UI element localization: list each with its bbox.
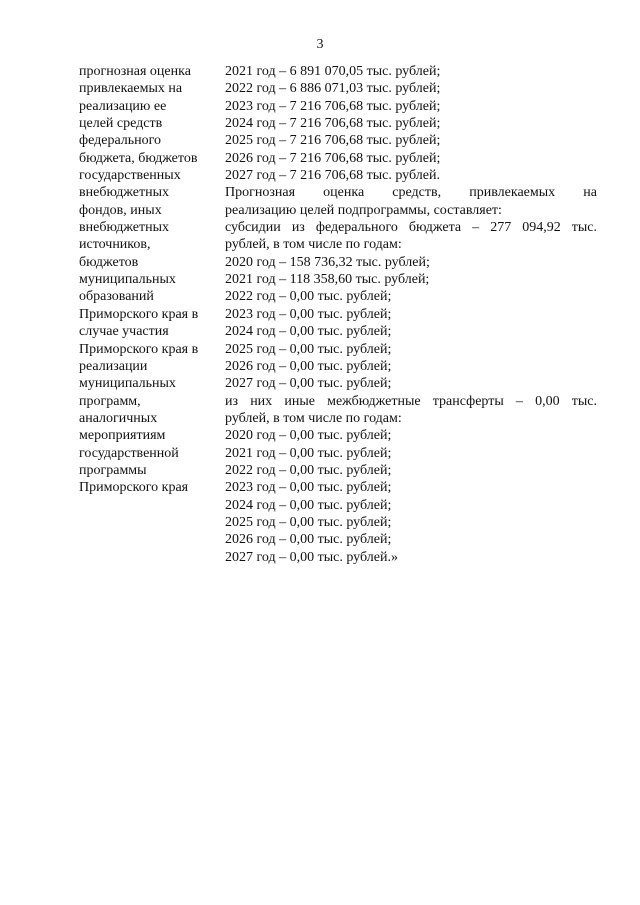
- parameter-value-line: 2022 год – 0,00 тыс. рублей;: [225, 462, 392, 478]
- parameter-name-line: программы: [79, 462, 147, 478]
- parameter-name-line: бюджетов: [79, 254, 139, 270]
- parameter-value-line: 2027 год – 0,00 тыс. рублей.»: [225, 549, 398, 565]
- parameter-value-line: 2020 год – 158 736,32 тыс. рублей;: [225, 254, 430, 270]
- parameter-name-line: бюджета, бюджетов: [79, 150, 198, 166]
- parameter-value-line: 2024 год – 0,00 тыс. рублей;: [225, 497, 392, 513]
- parameter-name-line: фондов, иных: [79, 202, 162, 218]
- parameter-value-line: 2024 год – 7 216 706,68 тыс. рублей;: [225, 116, 441, 132]
- parameter-name-line: образований: [79, 289, 154, 305]
- parameter-value-column: [225, 63, 597, 566]
- parameter-value-line: 2023 год – 7 216 706,68 тыс. рублей;: [225, 98, 441, 114]
- parameter-name-line: реализации: [79, 358, 148, 374]
- parameter-value-line: 2024 год – 0,00 тыс. рублей;: [225, 324, 392, 340]
- parameter-value-line: 2020 год – 0,00 тыс. рублей;: [225, 428, 392, 444]
- parameter-value-line: 2021 год – 0,00 тыс. рублей;: [225, 445, 392, 461]
- parameter-name-line: привлекаемых на: [79, 81, 183, 97]
- parameter-name-line: Приморского края: [79, 480, 189, 496]
- parameter-value-line: 2021 год – 118 358,60 тыс. рублей;: [225, 272, 430, 288]
- parameter-value-line: 2027 год – 7 216 706,68 тыс. рублей.: [225, 168, 440, 184]
- parameter-value-line: рублей, в том числе по годам:: [225, 237, 402, 253]
- parameter-name-line: источников,: [79, 237, 151, 253]
- passport-table-fragment: [79, 63, 599, 566]
- parameter-value-line: 2022 год – 0,00 тыс. рублей;: [225, 289, 392, 305]
- parameter-name-line: Приморского края в: [79, 341, 199, 357]
- parameter-name-line: целей средств: [79, 116, 163, 132]
- parameter-name-line: аналогичных: [79, 410, 158, 426]
- parameter-name-line: реализацию ее: [79, 98, 167, 114]
- parameter-value-line: 2022 год – 6 886 071,03 тыс. рублей;: [225, 81, 441, 97]
- parameter-name-line: федерального: [79, 133, 162, 149]
- parameter-name-line: мероприятиям: [79, 428, 166, 444]
- parameter-value-line: 2023 год – 0,00 тыс. рублей;: [225, 480, 392, 496]
- parameter-value-line: рублей, в том числе по годам:: [225, 410, 402, 426]
- parameter-value-line: из них иные межбюджетные трансферты – 0,00 тыс.: [225, 393, 597, 409]
- parameter-name-line: внебюджетных: [79, 220, 170, 236]
- parameter-value-line: Прогнозная оценка средств, привлекаемых на: [225, 185, 597, 201]
- parameter-value-line: субсидии из федерального бюджета – 277 094,92 тыс.: [225, 220, 597, 236]
- page-number: 3: [316, 37, 324, 52]
- parameter-name-line: муниципальных: [79, 272, 176, 288]
- parameter-value-line: реализацию целей подпрограммы, составляет:: [225, 202, 502, 218]
- parameter-name-line: государственной: [79, 445, 179, 461]
- parameter-value-line: 2026 год – 0,00 тыс. рублей;: [225, 532, 392, 548]
- parameter-value-line: 2021 год – 6 891 070,05 тыс. рублей;: [225, 64, 441, 79]
- parameter-value-line: 2025 год – 0,00 тыс. рублей;: [225, 341, 392, 357]
- parameter-name-line: Приморского края в: [79, 306, 199, 322]
- parameter-name-line: случае участия: [79, 324, 169, 340]
- parameter-name-line: муниципальных: [79, 376, 176, 392]
- parameter-value-line: 2026 год – 7 216 706,68 тыс. рублей;: [225, 150, 441, 166]
- parameter-name-line: программ,: [79, 393, 141, 409]
- parameter-name-line: прогнозная оценка: [79, 64, 191, 79]
- parameter-value-line: 2027 год – 0,00 тыс. рублей;: [225, 376, 392, 392]
- parameter-value-line: 2023 год – 0,00 тыс. рублей;: [225, 306, 392, 322]
- parameter-name-line: внебюджетных: [79, 185, 170, 201]
- parameter-name-column: [79, 63, 225, 566]
- parameter-value-line: 2025 год – 0,00 тыс. рублей;: [225, 514, 392, 530]
- parameter-value-line: 2026 год – 0,00 тыс. рублей;: [225, 358, 392, 374]
- parameter-name-line: государственных: [79, 168, 181, 184]
- parameter-value-line: 2025 год – 7 216 706,68 тыс. рублей;: [225, 133, 441, 149]
